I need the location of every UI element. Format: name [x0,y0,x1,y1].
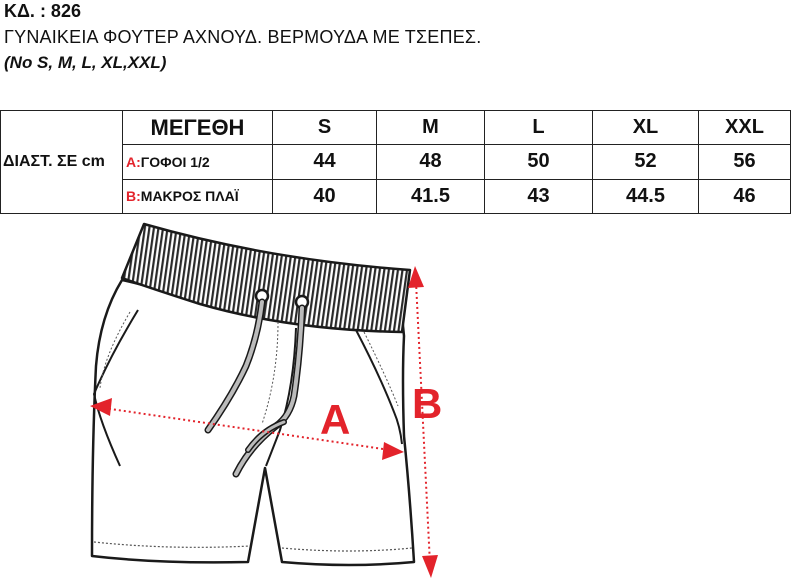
hips-s: 44 [273,145,377,179]
size-l: L [485,111,593,145]
size-xxl: XXL [699,111,791,145]
row-label-hips [123,145,273,179]
length-l: 43 [485,179,593,213]
length-xxl: 46 [699,179,791,213]
row-letter-b: B: [126,188,141,205]
length-m: 41.5 [377,179,485,213]
length-xl: 44.5 [593,179,699,213]
hips-l: 50 [485,145,593,179]
row-text-hips: ΓΟΦΟΙ 1/2 [140,153,210,170]
row-label-side-length [123,179,273,213]
hips-xl: 52 [593,145,699,179]
length-s: 40 [273,179,377,213]
product-description: ΓΥΝΑΙΚΕΙΑ ΦΟΥΤΕΡ ΑΧΝΟΥΔ. ΒΕΡΜΟΥΔΑ ΜΕ ΤΣΕΠΕΣ. [4,27,482,47]
size-chart-table [0,110,791,214]
size-header-row [1,111,791,145]
sizes-header: ΜΕΓΕΘΗ [123,111,273,145]
row-text-side-length: ΜΑΚΡΟΣ ΠΛΑΪ [140,188,239,205]
units-label: ΔΙΑΣΤ. ΣΕ cm [1,111,123,214]
size-xl: XL [593,111,699,145]
shorts-technical-drawing [0,216,792,584]
available-sizes: (No S, M, L, XL,XXL) [4,53,167,72]
hips-xxl: 56 [699,145,791,179]
hips-m: 48 [377,145,485,179]
product-code: ΚΔ. : 826 [4,1,81,21]
size-m: M [377,111,485,145]
row-letter-a: A: [126,153,141,170]
size-s: S [273,111,377,145]
measure-b-label: B [412,380,443,427]
measure-b-arrow-bottom [422,555,438,578]
measure-a-label: A [320,396,351,443]
